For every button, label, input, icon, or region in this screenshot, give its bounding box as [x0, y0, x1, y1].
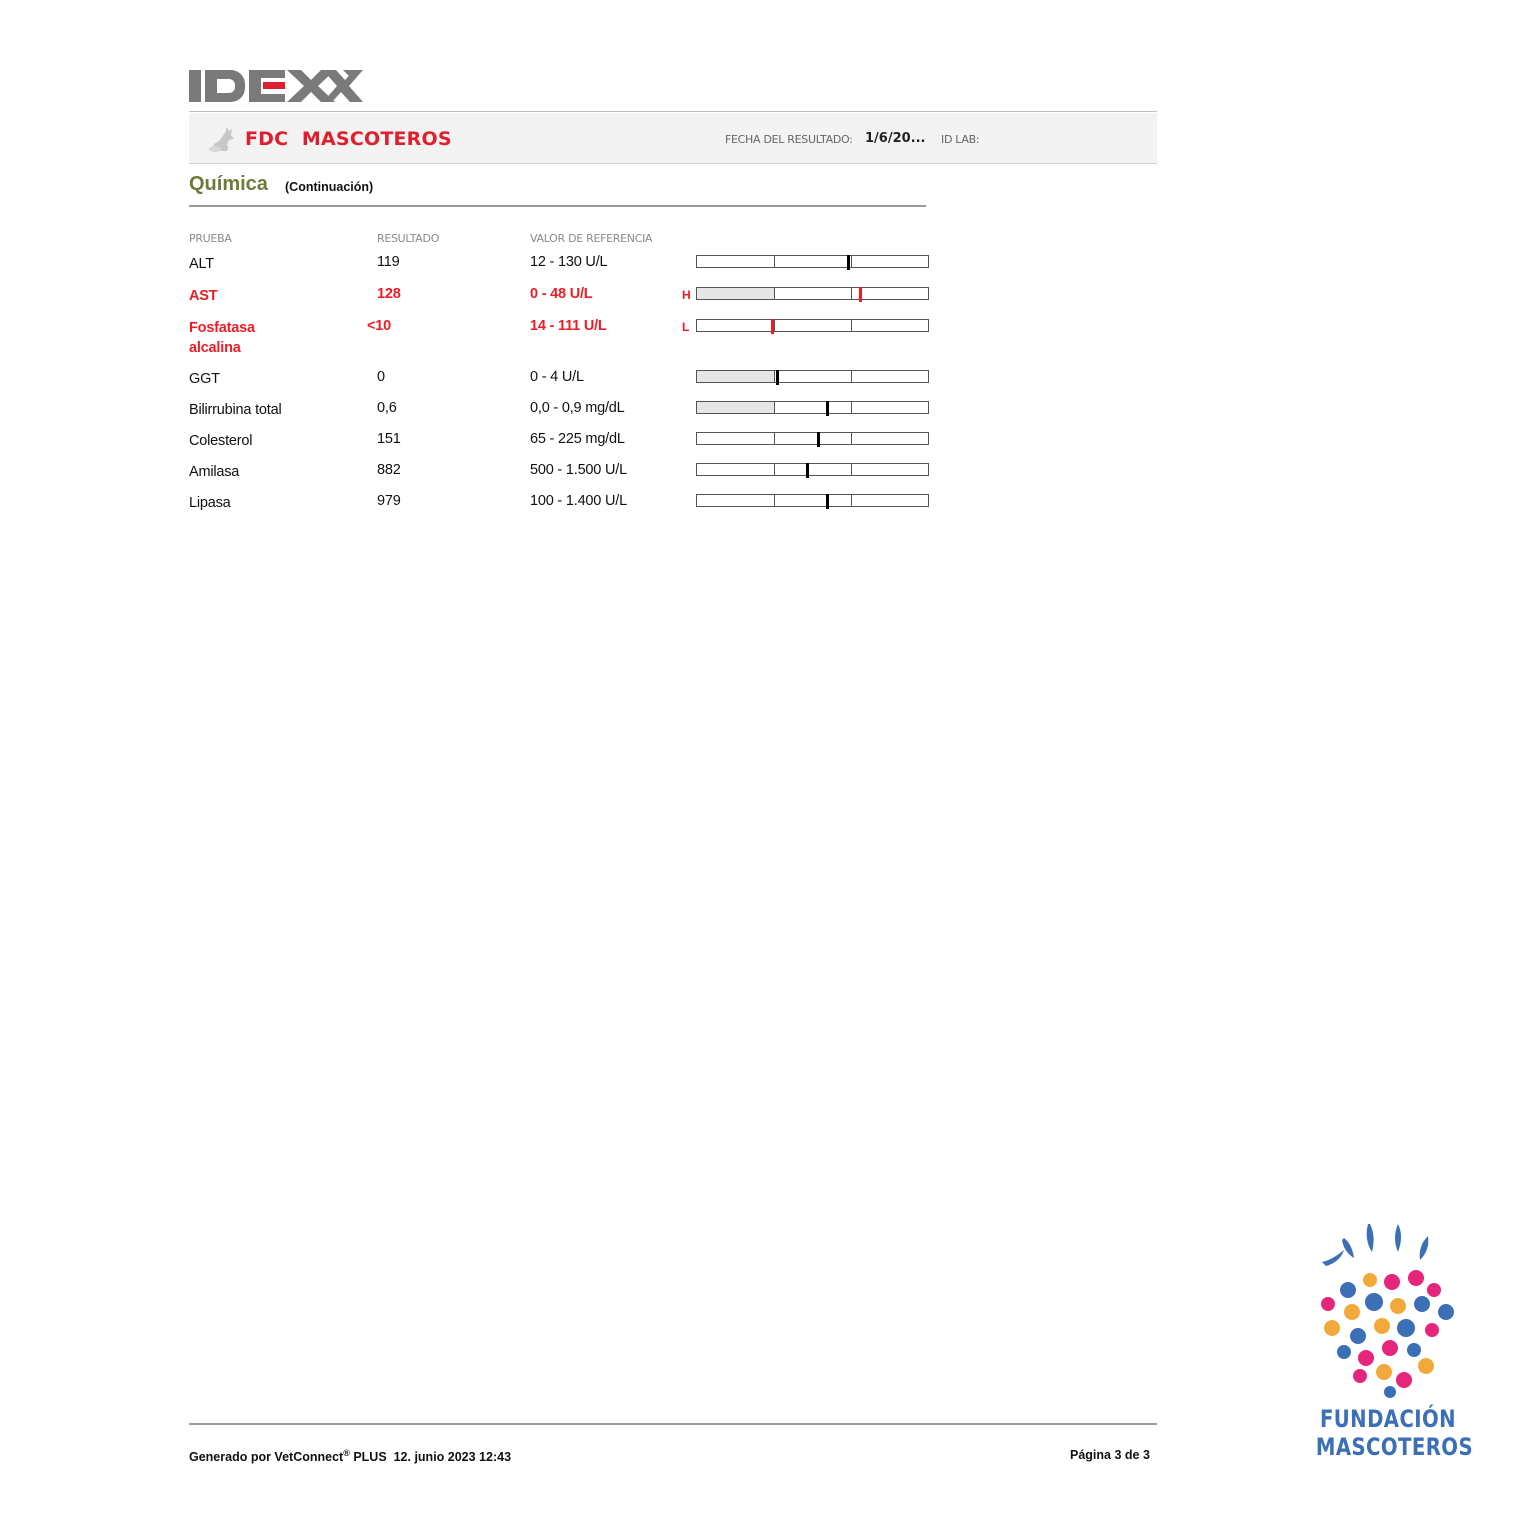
generated-prefix: Generado por VetConnect	[189, 1450, 344, 1465]
reference-range: 0 - 4 U/L	[530, 369, 584, 385]
range-tick	[851, 495, 852, 506]
table-row	[0, 400, 1536, 424]
table-row	[0, 369, 1536, 393]
column-header-reference: VALOR DE REFERENCIA	[530, 232, 653, 245]
range-tick	[774, 402, 775, 413]
range-tick	[851, 402, 852, 413]
reference-range: 500 - 1.500 U/L	[530, 462, 627, 478]
range-bar	[696, 494, 929, 507]
test-result: 119	[377, 254, 400, 270]
range-tick	[774, 320, 775, 331]
test-name: Colesterol	[189, 433, 253, 449]
range-bar	[696, 370, 929, 383]
test-name: Fosfatasa alcalina	[189, 320, 255, 356]
test-result: 151	[377, 431, 401, 447]
header-rule	[189, 111, 1157, 112]
abnormal-flag: H	[682, 288, 691, 302]
range-tick	[851, 464, 852, 475]
test-name: ALT	[189, 256, 214, 272]
foundation-logo	[1308, 1220, 1468, 1400]
range-tick	[851, 371, 852, 382]
test-result: 0,6	[377, 400, 397, 416]
section-subtitle: (Continuación)	[285, 180, 374, 194]
range-tick	[774, 371, 775, 382]
idexx-logo	[189, 68, 363, 104]
clinic-header-bar	[189, 113, 1157, 164]
reference-range: 14 - 111 U/L	[530, 318, 607, 334]
column-header-result: RESULTADO	[377, 232, 440, 245]
section-rule	[189, 205, 926, 207]
reference-range: 12 - 130 U/L	[530, 254, 608, 270]
test-name: GGT	[189, 371, 220, 387]
test-result: 128	[377, 286, 401, 302]
result-marker	[776, 370, 779, 385]
table-row	[0, 431, 1536, 455]
table-row	[0, 254, 1536, 278]
range-bar	[696, 463, 929, 476]
result-marker	[859, 287, 862, 302]
page-number: Página 3 de 3	[1070, 1448, 1150, 1462]
range-tick	[774, 256, 775, 267]
reference-range: 0 - 48 U/L	[530, 286, 593, 302]
registered-mark: ®	[343, 1448, 350, 1458]
test-result: <10	[367, 318, 391, 334]
range-shade	[697, 402, 774, 413]
abnormal-flag: L	[682, 320, 690, 334]
foundation-name	[1315, 1405, 1474, 1461]
table-row	[0, 318, 1536, 356]
range-bar	[696, 287, 929, 300]
footer-rule	[189, 1423, 1157, 1425]
lab-id-label: ID LAB:	[941, 133, 980, 146]
range-bar	[696, 255, 929, 268]
foundation-name-line1: FUNDACIÓN	[1319, 1405, 1457, 1433]
range-tick	[774, 495, 775, 506]
range-bar	[696, 319, 929, 332]
table-row	[0, 462, 1536, 486]
range-tick	[774, 464, 775, 475]
range-tick	[851, 320, 852, 331]
generated-suffix: PLUS 12. junio 2023 12:43	[349, 1450, 512, 1465]
test-name: Lipasa	[189, 495, 231, 511]
column-header-test: PRUEBA	[189, 232, 232, 245]
range-bar	[696, 432, 929, 445]
range-tick	[851, 288, 852, 299]
reference-range: 65 - 225 mg/dL	[530, 431, 625, 447]
result-date-label: FECHA DEL RESULTADO:	[725, 133, 853, 146]
result-marker	[847, 255, 850, 270]
result-marker	[806, 463, 809, 478]
result-marker	[817, 432, 820, 447]
result-date-value: 1/6/20...	[865, 131, 926, 146]
range-tick	[774, 288, 775, 299]
test-name: Bilirrubina total	[189, 402, 282, 418]
test-result: 882	[377, 462, 401, 478]
range-tick	[851, 433, 852, 444]
reference-range: 0,0 - 0,9 mg/dL	[530, 400, 625, 416]
test-result: 979	[377, 493, 401, 509]
clinic-name: FDC MASCOTEROS	[245, 128, 452, 150]
foundation-name-line2: MASCOTEROS	[1315, 1433, 1474, 1461]
table-row	[0, 493, 1536, 517]
range-bar	[696, 401, 929, 414]
table-row	[0, 286, 1536, 310]
range-tick	[774, 433, 775, 444]
result-marker	[771, 319, 774, 334]
test-name: Amilasa	[189, 464, 240, 480]
result-marker	[826, 401, 829, 416]
result-marker	[826, 494, 829, 509]
range-tick	[851, 256, 852, 267]
range-shade	[697, 371, 774, 382]
reference-range: 100 - 1.400 U/L	[530, 493, 627, 509]
test-name: AST	[189, 288, 218, 304]
generated-by	[189, 1448, 511, 1464]
pet-icon	[207, 125, 237, 153]
range-shade	[697, 288, 774, 299]
test-result: 0	[377, 369, 385, 385]
section-title: Química	[189, 173, 268, 195]
